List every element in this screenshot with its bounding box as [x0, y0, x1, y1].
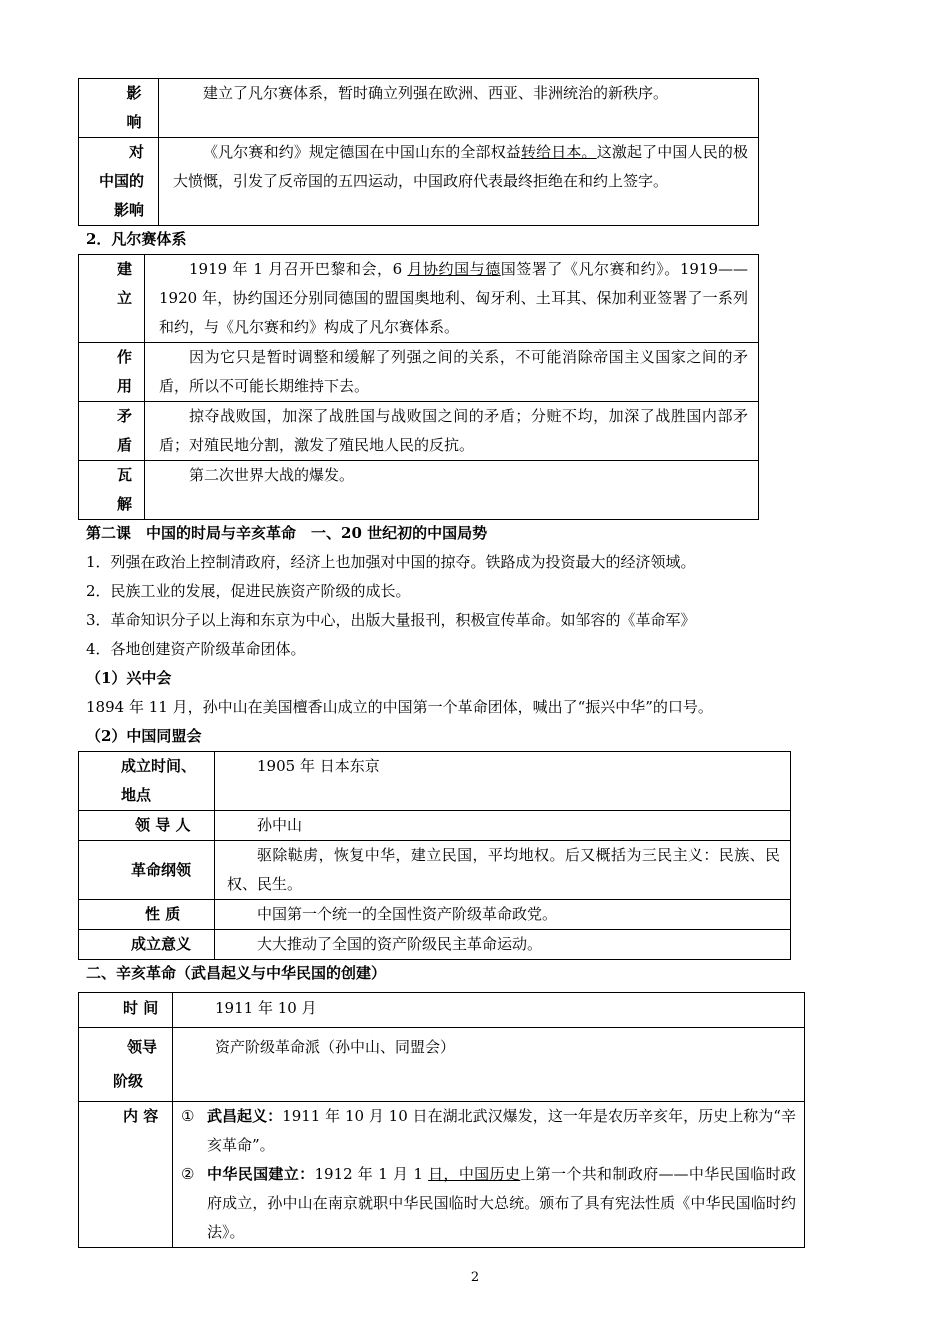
list-item: 4．各地创建资产阶级革命团体。: [86, 640, 306, 658]
table-row: [79, 993, 805, 1028]
table-row: [79, 402, 759, 461]
row-label: 瓦解: [79, 461, 145, 520]
row-label: 成立时间、 地点: [79, 752, 215, 811]
table-row: [79, 900, 791, 930]
row-label: 性 质: [79, 900, 215, 930]
paragraph: 1894 年 11 月，孙中山在美国檀香山成立的中国第一个革命团体，喊出了“振兴中华”的口号。: [86, 698, 713, 716]
row-label: 矛盾: [79, 402, 145, 461]
list-item: 2．民族工业的发展，促进民族资产阶级的成长。: [86, 582, 411, 600]
row-text: 第二次世界大战的爆发。: [145, 461, 759, 520]
row-text: 中国第一个统一的全国性资产阶级革命政党。: [215, 900, 791, 930]
row-text: 资产阶级革命派（孙中山、同盟会）: [173, 1028, 805, 1102]
table-row: [79, 1028, 805, 1102]
table-row: [79, 343, 759, 402]
table-row: [79, 841, 791, 900]
row-label: 内 容: [79, 1102, 173, 1248]
row-label: 影响: [79, 79, 159, 138]
table-row: [79, 79, 759, 138]
row-label: 领导 阶级: [79, 1028, 173, 1102]
table-row: [79, 811, 791, 841]
table-row: [79, 1102, 805, 1248]
row-label: 成立意义: [79, 930, 215, 960]
table-row: [79, 138, 759, 226]
row-label: 建立: [79, 255, 145, 343]
list-item: ② 中华民国建立：1912 年 1 月 1 日，中国历史上第一个共和制政府——中华民国临时政府成立，孙中山在南京就职中华民国临时大总统。颁布了具有宪法性质《中华民国临时约法》。: [181, 1165, 796, 1241]
table-tongmenghui: [78, 751, 791, 960]
row-text: 1911 年 10 月: [173, 993, 805, 1028]
table-row: [79, 930, 791, 960]
row-text: 大大推动了全国的资产阶级民主革命运动。: [215, 930, 791, 960]
row-text: 1919 年 1 月召开巴黎和会，6 月协约国与德国签署了《凡尔赛和约》。1919——1920 年，协约国还分别同德国的盟国奥地利、匈牙利、土耳其、保加利亚签署了一系列和约，与《凡尔赛和约》构成了凡尔赛体系。: [145, 255, 759, 343]
subsection-heading: （1）兴中会: [86, 669, 172, 687]
row-text: 建立了凡尔赛体系，暂时确立列强在欧洲、西亚、非洲统治的新秩序。: [159, 79, 759, 138]
table-row: [79, 752, 791, 811]
lesson-item-list: [86, 548, 786, 664]
table-row: [79, 461, 759, 520]
table-xinhai-revolution: [78, 992, 805, 1248]
table-treaty-impact: [78, 78, 759, 226]
row-text: 掠夺战败国，加深了战胜国与战败国之间的矛盾；分赃不均，加深了战胜国内部矛盾；对殖民地分割，激发了殖民地人民的反抗。: [145, 402, 759, 461]
row-text: 孙中山: [215, 811, 791, 841]
row-label: 领 导 人: [79, 811, 215, 841]
row-label: 时 间: [79, 993, 173, 1028]
row-text: 驱除鞑虏，恢复中华，建立民国，平均地权。后又概括为三民主义：民族、民权、民生。: [215, 841, 791, 900]
section-heading: 2．凡尔赛体系: [86, 230, 187, 248]
row-text: 1905 年 日本东京: [215, 752, 791, 811]
table-versailles-system: [78, 254, 759, 520]
subsection-heading: （2）中国同盟会: [86, 727, 202, 745]
row-content: [173, 1102, 805, 1248]
row-label: 作用: [79, 343, 145, 402]
list-item: 1．列强在政治上控制清政府，经济上也加强对中国的掠夺。铁路成为投资最大的经济领域。: [86, 553, 696, 571]
list-item: ① 武昌起义：1911 年 10 月 10 日在湖北武汉爆发，这一年是农历辛亥年，历史上称为“辛亥革命”。: [181, 1107, 796, 1154]
page-number: 2: [470, 1270, 480, 1285]
section-heading: 二、辛亥革命（武昌起义与中华民国的创建）: [86, 964, 387, 982]
row-text: 《凡尔赛和约》规定德国在中国山东的全部权益转给日本。这激起了中国人民的极大愤慨，引发了反帝国的五四运动，中国政府代表最终拒绝在和约上签字。: [159, 138, 759, 226]
table-row: [79, 255, 759, 343]
row-text: 因为它只是暂时调整和缓解了列强之间的关系，不可能消除帝国主义国家之间的矛盾，所以不可能长期维持下去。: [145, 343, 759, 402]
row-label: 革命纲领: [79, 841, 215, 900]
lesson-title: 第二课 中国的时局与辛亥革命 一、20 世纪初的中国局势: [86, 524, 488, 542]
list-item: 3．革命知识分子以上海和东京为中心，出版大量报刊，积极宣传革命。如邹容的《革命军》: [86, 611, 696, 629]
row-label: 对 中国的 影响: [79, 138, 159, 226]
